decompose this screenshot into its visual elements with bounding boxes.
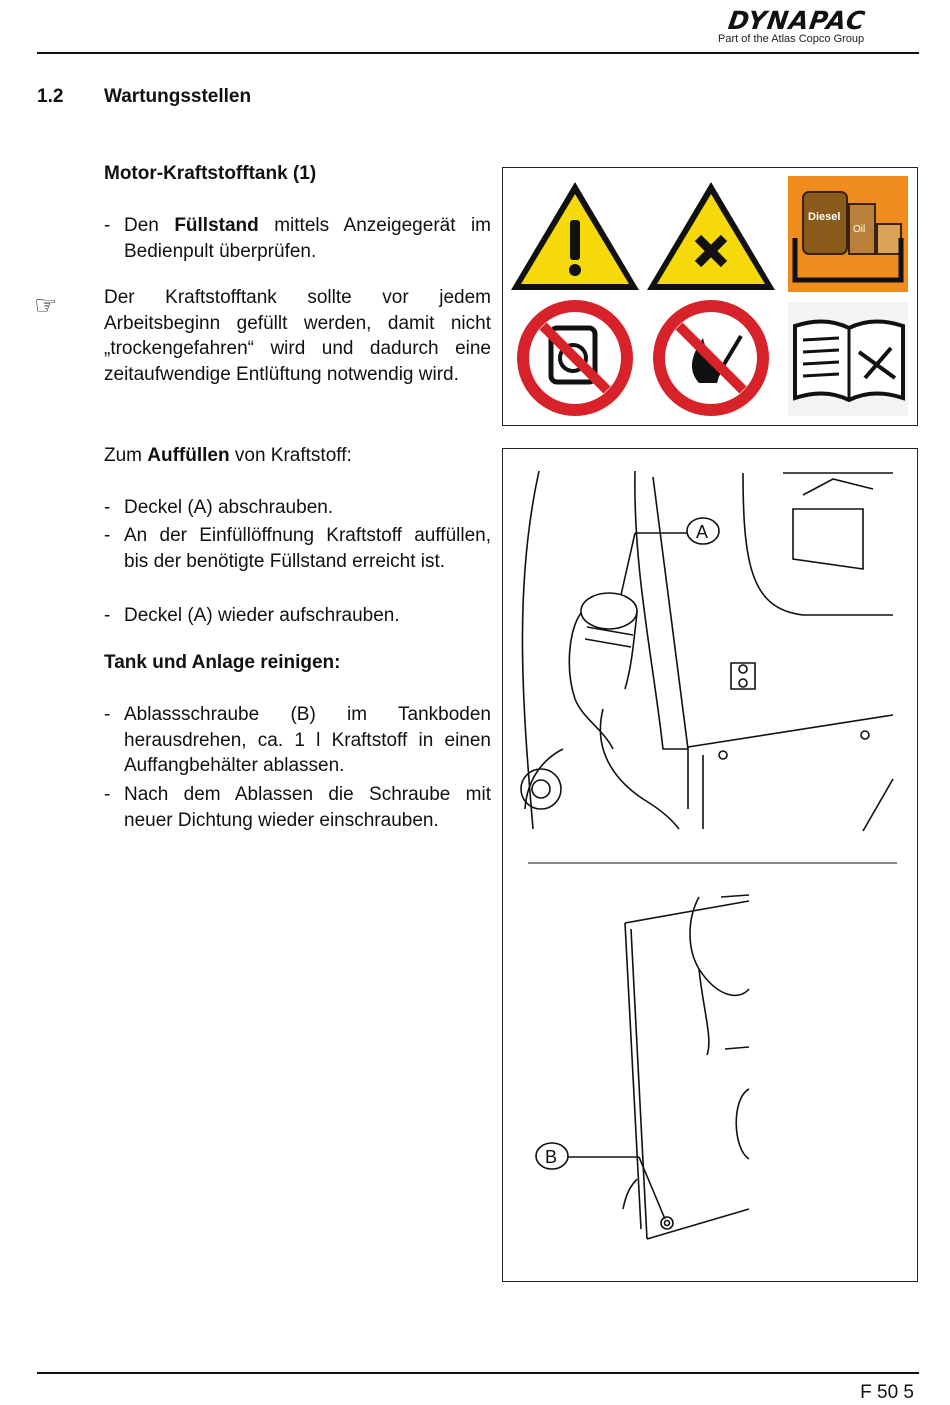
brand-logo: DYNAPAC bbox=[726, 6, 868, 35]
header-rule bbox=[37, 52, 919, 54]
callout-a: A bbox=[696, 522, 709, 542]
fuel-containers-icon bbox=[788, 176, 908, 292]
footer-rule bbox=[37, 1372, 919, 1374]
tank-note: Der Kraftstofftank sollte vor jedem Arbeitsbeginn gefüllt werden, damit nicht „trockengefahren“ wird und dadurch eine zeitaufwendige Entlüftung notwendig wird. bbox=[104, 287, 491, 385]
fill-step: - Deckel (A) abschrauben. bbox=[104, 497, 334, 518]
fill-step: - An der Einfüllöffnung Kraftstoff auffüllen, bis der benötigte Füllstand erreicht ist. bbox=[104, 525, 491, 572]
section-number: 1.2 bbox=[37, 86, 64, 107]
general-warning-icon bbox=[511, 182, 639, 290]
cleaning-step: - Ablassschraube (B) im Tankboden herausdrehen, ca. 1 l Kraftstoff in einen Auffangbehälter ablassen. bbox=[104, 704, 491, 776]
pointing-hand-icon: ☞ bbox=[34, 290, 58, 320]
no-engine-running-icon bbox=[517, 300, 633, 416]
fill-intro: Zum Auffüllen von Kraftstoff: bbox=[104, 445, 352, 466]
tank-heading: Motor-Kraftstofftank (1) bbox=[104, 163, 317, 184]
lower-tank-drawing bbox=[623, 895, 749, 1239]
read-manual-icon bbox=[788, 302, 908, 416]
callout-b: B bbox=[545, 1147, 558, 1167]
fill-step: - Deckel (A) wieder aufschrauben. bbox=[104, 605, 400, 626]
brand-tagline: Part of the Atlas Copco Group bbox=[718, 33, 865, 45]
no-open-flame-icon bbox=[653, 300, 769, 416]
svg-text:Oil: Oil bbox=[853, 224, 866, 235]
harmful-substance-icon bbox=[647, 182, 775, 290]
section-title: Wartungsstellen bbox=[104, 86, 252, 107]
tank-illustration bbox=[502, 448, 918, 1282]
cleaning-heading: Tank und Anlage reinigen: bbox=[104, 652, 341, 673]
safety-signs-panel bbox=[502, 167, 918, 426]
cleaning-step: - Nach dem Ablassen die Schraube mit neuer Dichtung wieder einschrauben. bbox=[104, 784, 491, 831]
check-step: - Den Füllstand mittels Anzeigegerät im Bedienpult überprüfen. bbox=[104, 215, 491, 262]
svg-text:Diesel: Diesel bbox=[808, 211, 841, 223]
page-number: F 50 5 bbox=[860, 1382, 914, 1403]
